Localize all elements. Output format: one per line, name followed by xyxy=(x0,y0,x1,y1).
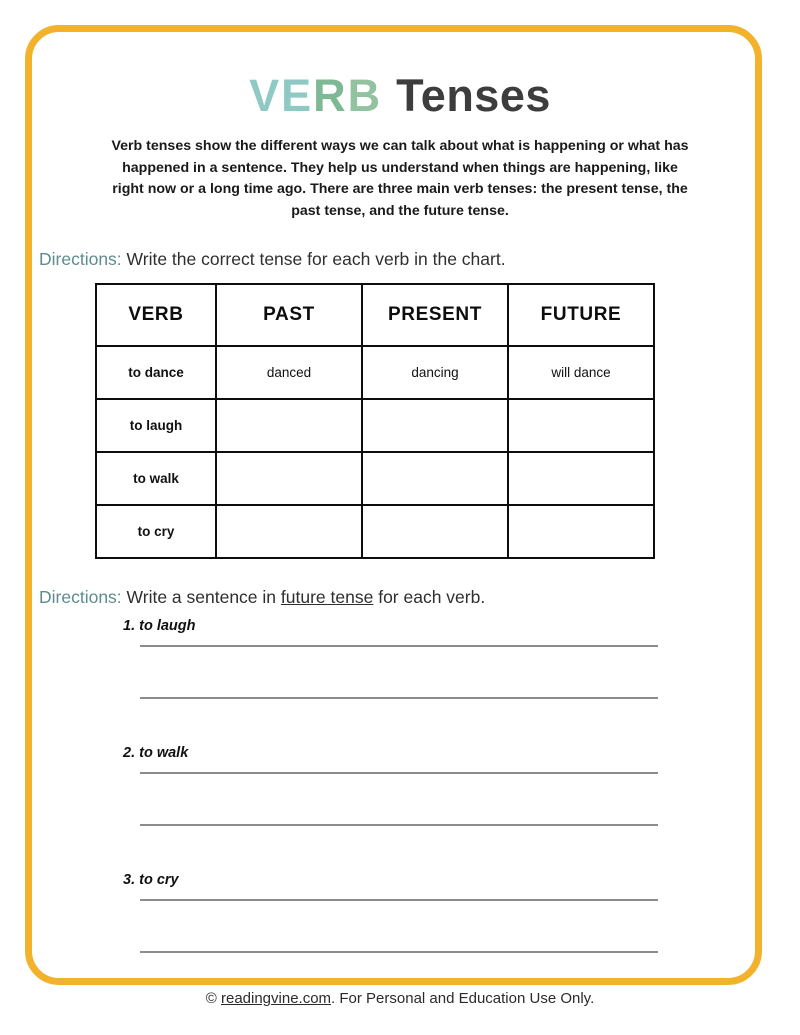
table-cell-past[interactable] xyxy=(216,399,362,452)
directions-underlined-phrase: future tense xyxy=(280,587,374,608)
table-row xyxy=(96,399,654,452)
answer-write-line[interactable] xyxy=(140,772,658,774)
verb-tense-table xyxy=(95,283,655,559)
directions-sentences xyxy=(25,586,775,609)
sentence-item-number: 3. xyxy=(123,871,140,888)
verb-table-container xyxy=(25,283,775,559)
answer-write-line[interactable] xyxy=(140,824,658,826)
title-letter-1: V xyxy=(249,70,282,121)
sentence-item xyxy=(25,746,775,826)
table-cell-past[interactable] xyxy=(216,452,362,505)
footer-credit xyxy=(0,990,800,1007)
answer-write-line[interactable] xyxy=(140,645,658,647)
sentence-items-list xyxy=(25,619,775,953)
footer-usage-text: . For Personal and Education Use Only. xyxy=(331,990,595,1007)
sentence-item xyxy=(25,873,775,953)
answer-write-line[interactable] xyxy=(140,697,658,699)
sentence-item-label xyxy=(120,746,775,766)
title-word-verb xyxy=(249,70,382,121)
sentence-item-label xyxy=(120,619,775,639)
table-cell-present[interactable]: dancing xyxy=(362,346,508,399)
table-cell-future[interactable] xyxy=(508,399,654,452)
table-header-present: PRESENT xyxy=(362,284,508,346)
directions-text-1: Write the correct tense for each verb in the chart. xyxy=(126,249,506,270)
table-header-verb: VERB xyxy=(96,284,216,346)
title-letter-4: B xyxy=(347,70,383,121)
sentence-item-verb: to cry xyxy=(139,871,179,888)
directions-text-2b: for each verb. xyxy=(378,587,486,608)
title-letter-3: R xyxy=(313,70,348,121)
table-cell-future[interactable] xyxy=(508,452,654,505)
table-cell-future[interactable] xyxy=(508,505,654,558)
table-row xyxy=(96,452,654,505)
table-header-past: PAST xyxy=(216,284,362,346)
table-header-future: FUTURE xyxy=(508,284,654,346)
table-cell-present[interactable] xyxy=(362,452,508,505)
table-cell-verb: to dance xyxy=(96,346,216,399)
footer-copyright-symbol: © xyxy=(205,990,217,1007)
table-cell-past[interactable]: danced xyxy=(216,346,362,399)
worksheet-content xyxy=(25,25,775,1010)
directions-label-2: Directions: xyxy=(39,587,122,608)
table-cell-present[interactable] xyxy=(362,505,508,558)
table-cell-verb: to laugh xyxy=(96,399,216,452)
directions-chart xyxy=(25,248,775,271)
answer-write-line[interactable] xyxy=(140,951,658,953)
directions-text-2a: Write a sentence in xyxy=(126,587,277,608)
table-cell-past[interactable] xyxy=(216,505,362,558)
sentence-item-verb: to walk xyxy=(139,744,189,761)
sentence-item-label xyxy=(120,873,775,893)
verb-table-body xyxy=(96,346,654,558)
sentence-item xyxy=(25,619,775,699)
sentence-item-number: 2. xyxy=(123,744,140,761)
directions-label-1: Directions: xyxy=(39,249,122,270)
intro-paragraph: Verb tenses show the different ways we can talk about what is happening or what has happened in a sentence. They help us understand when things are happening, like right now or a long time ago. There are three main verb tenses: the present tense, the past tense, and the future tense. xyxy=(111,138,689,219)
answer-write-line[interactable] xyxy=(140,899,658,901)
table-row xyxy=(96,346,654,399)
table-cell-future[interactable]: will dance xyxy=(508,346,654,399)
table-cell-verb: to cry xyxy=(96,505,216,558)
footer-site-link[interactable]: readingvine.com xyxy=(220,990,332,1007)
sentence-item-verb: to laugh xyxy=(139,617,196,634)
table-row xyxy=(96,505,654,558)
title-letter-2: E xyxy=(281,70,314,121)
title-word-tenses: Tenses xyxy=(396,70,551,121)
page-title xyxy=(25,25,775,121)
table-cell-verb: to walk xyxy=(96,452,216,505)
table-header-row xyxy=(96,284,654,346)
table-cell-present[interactable] xyxy=(362,399,508,452)
sentence-item-number: 1. xyxy=(123,617,140,634)
